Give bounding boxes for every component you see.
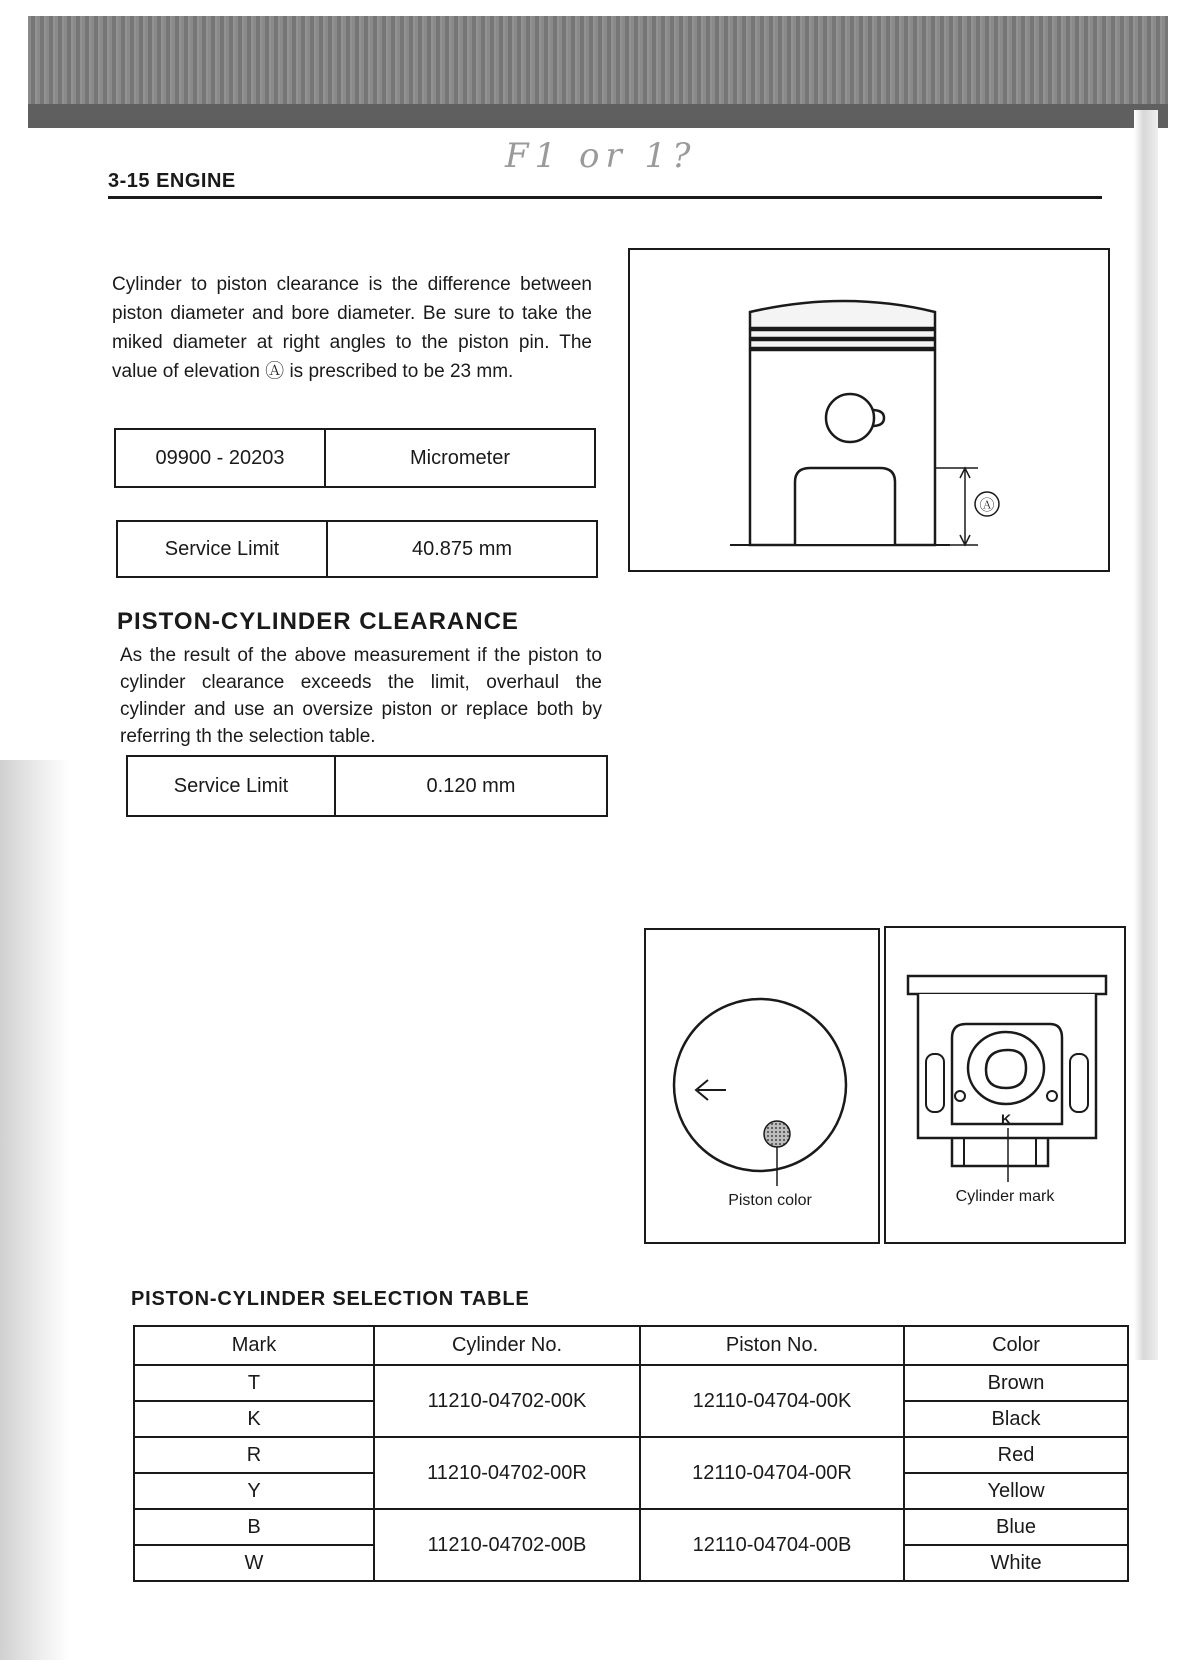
tool-name: Micrometer bbox=[324, 430, 594, 486]
color-cell: Red bbox=[904, 1437, 1128, 1473]
selection-table bbox=[133, 1325, 1129, 1582]
piston-no-cell: 12110-04704-00R bbox=[640, 1437, 904, 1509]
selection-table-title: PISTON-CYLINDER SELECTION TABLE bbox=[131, 1288, 530, 1310]
intro-paragraph: Cylinder to piston clearance is the difference between piston diameter and bore diameter. Be sure to take the miked diameter at right angles to the piston pin. The value of elevation Ⓐ is prescribed to be 23 mm. bbox=[112, 274, 592, 382]
cylinder-no-cell: 11210-04702-00K bbox=[374, 1365, 640, 1437]
piston-no-cell: 12110-04704-00B bbox=[640, 1509, 904, 1581]
section-paragraph: As the result of the above measurement if the piston to cylinder clearance exceeds the limit, overhaul the cylinder and use an oversize piston or replace both by referring th the selection table. bbox=[120, 645, 602, 747]
piston-figure bbox=[628, 248, 1110, 572]
section-heading: PISTON-CYLINDER CLEARANCE bbox=[117, 608, 519, 635]
service-limit-label: Service Limit bbox=[164, 537, 280, 560]
color-cell: Blue bbox=[904, 1509, 1128, 1545]
table-row bbox=[134, 1509, 1128, 1545]
cylinder-no-cell: 11210-04702-00B bbox=[374, 1509, 640, 1581]
tool-box bbox=[114, 428, 596, 488]
handwritten-note: F1 or 1? bbox=[505, 136, 697, 176]
clearance-limit-box bbox=[126, 755, 608, 817]
service-limit-value: 40.875 mm bbox=[326, 522, 596, 576]
mark-cell: Y bbox=[134, 1473, 374, 1509]
mark-cell: K bbox=[134, 1401, 374, 1437]
piston-illustration bbox=[630, 250, 1108, 570]
cylinder-mark-letter: K bbox=[1000, 1111, 1012, 1127]
mark-cell: B bbox=[134, 1509, 374, 1545]
mark-cell: R bbox=[134, 1437, 374, 1473]
color-cell: Yellow bbox=[904, 1473, 1128, 1509]
scan-top-band bbox=[28, 16, 1168, 128]
page-title: 3-15 ENGINE bbox=[108, 170, 236, 192]
table-header-row bbox=[134, 1326, 1128, 1365]
cylinder-no-cell: 11210-04702-00R bbox=[374, 1437, 640, 1509]
color-cell: White bbox=[904, 1545, 1128, 1581]
header-color: Color bbox=[904, 1326, 1128, 1365]
color-cell: Black bbox=[904, 1401, 1128, 1437]
piston-color-figure bbox=[644, 928, 880, 1244]
mark-cell: T bbox=[134, 1365, 374, 1401]
cylinder-mark-figure bbox=[884, 926, 1126, 1244]
elevation-marker: Ⓐ bbox=[979, 497, 995, 514]
clearance-limit-label: Service Limit bbox=[173, 774, 289, 797]
header-mark: Mark bbox=[134, 1326, 374, 1365]
scan-right-edge bbox=[1134, 110, 1158, 1360]
mark-cell: W bbox=[134, 1545, 374, 1581]
table-row bbox=[134, 1365, 1128, 1401]
piston-color-label: Piston color bbox=[728, 1192, 812, 1209]
page-header bbox=[108, 166, 1102, 199]
piston-no-cell: 12110-04704-00K bbox=[640, 1365, 904, 1437]
header-piston-no: Piston No. bbox=[640, 1326, 904, 1365]
cylinder-mark-label: Cylinder mark bbox=[955, 1188, 1055, 1205]
clearance-limit-value: 0.120 mm bbox=[334, 757, 606, 815]
tool-part-number: 09900 - 20203 bbox=[155, 446, 285, 469]
color-cell: Brown bbox=[904, 1365, 1128, 1401]
header-cylinder-no: Cylinder No. bbox=[374, 1326, 640, 1365]
piston-diameter-limit-box bbox=[116, 520, 598, 578]
table-row bbox=[134, 1437, 1128, 1473]
scan-left-edge bbox=[0, 760, 70, 1660]
